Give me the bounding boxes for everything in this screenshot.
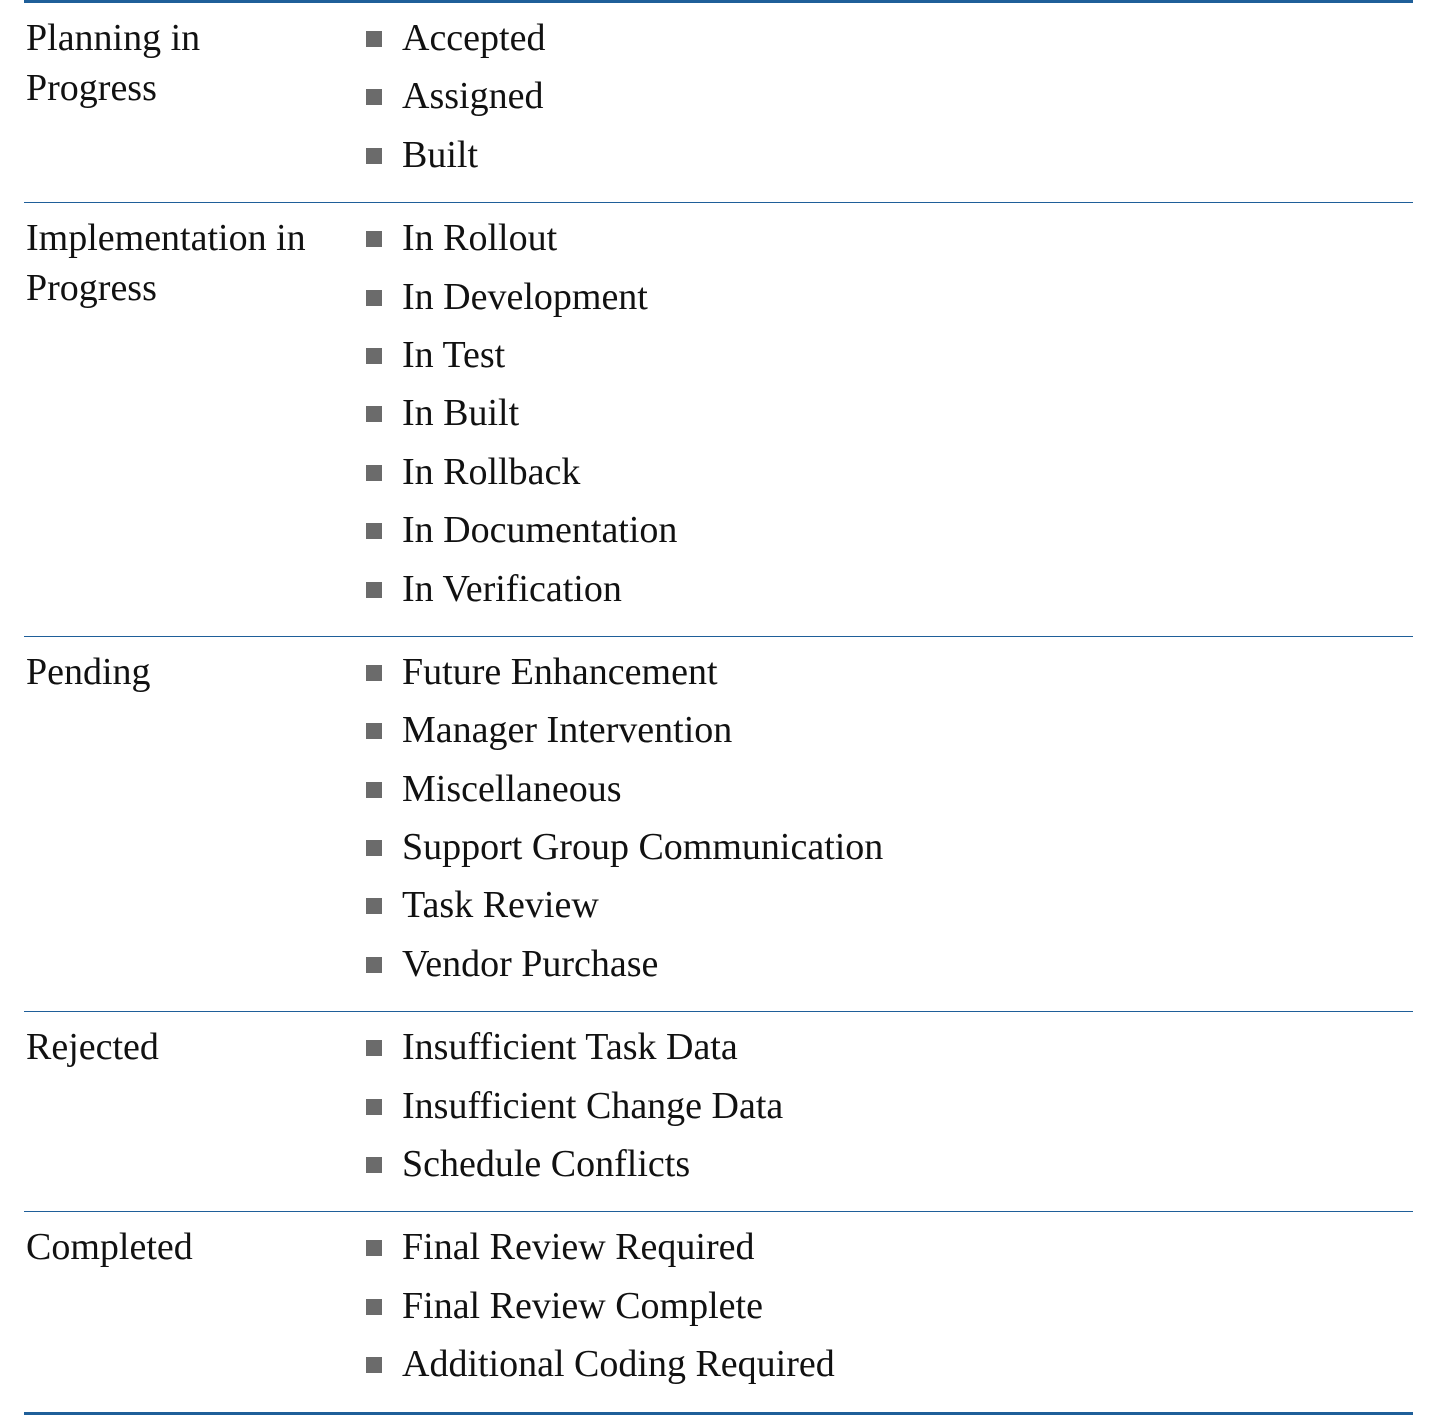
- status-label-line: Planning in: [26, 17, 201, 59]
- status-label: [24, 637, 364, 1011]
- list-item: [364, 388, 1413, 446]
- list-item: [364, 1339, 1413, 1397]
- status-label: [24, 1212, 364, 1411]
- status-label-line: Progress: [26, 67, 157, 109]
- list-item: [364, 822, 1413, 880]
- list-item: [364, 213, 1413, 271]
- square-bullet-icon: [366, 31, 382, 47]
- reason-text: Support Group Communication: [402, 826, 884, 869]
- list-item: [364, 1022, 1413, 1080]
- square-bullet-icon: [366, 290, 382, 306]
- reason-text: Miscellaneous: [402, 767, 622, 810]
- reason-text: In Verification: [402, 567, 622, 610]
- square-bullet-icon: [366, 1099, 382, 1115]
- reason-text: In Test: [402, 333, 506, 376]
- square-bullet-icon: [366, 148, 382, 164]
- square-bullet-icon: [366, 1299, 382, 1315]
- reason-text: In Rollout: [402, 217, 558, 260]
- reason-text: Schedule Conflicts: [402, 1143, 691, 1186]
- square-bullet-icon: [366, 348, 382, 364]
- reason-text: In Documentation: [402, 509, 678, 552]
- reason-text: Assigned: [402, 75, 544, 118]
- status-row-implementation: [24, 202, 1413, 636]
- list-item: [364, 1139, 1413, 1197]
- square-bullet-icon: [366, 582, 382, 598]
- reason-list: [364, 1212, 1413, 1411]
- square-bullet-icon: [366, 898, 382, 914]
- reason-list: [364, 203, 1413, 636]
- square-bullet-icon: [366, 1357, 382, 1373]
- reason-list: [364, 1012, 1413, 1211]
- list-item: [364, 705, 1413, 763]
- list-item: [364, 939, 1413, 997]
- reason-text: Insufficient Task Data: [402, 1026, 738, 1069]
- status-label-line: Completed: [26, 1226, 193, 1269]
- square-bullet-icon: [366, 523, 382, 539]
- square-bullet-icon: [366, 406, 382, 422]
- status-reason-table: [24, 0, 1413, 1415]
- status-row-pending: [24, 636, 1413, 1011]
- list-item: [364, 505, 1413, 563]
- reason-text: Manager Intervention: [402, 709, 733, 752]
- status-row-planning: [24, 3, 1413, 202]
- square-bullet-icon: [366, 465, 382, 481]
- status-label-line: Pending: [26, 650, 151, 693]
- list-item: [364, 272, 1413, 330]
- square-bullet-icon: [366, 1240, 382, 1256]
- reason-text: Insufficient Change Data: [402, 1084, 784, 1127]
- reason-text: In Development: [402, 275, 648, 318]
- status-label-line: Implementation in: [26, 217, 306, 260]
- status-label: [24, 3, 364, 202]
- square-bullet-icon: [366, 840, 382, 856]
- square-bullet-icon: [366, 782, 382, 798]
- status-label: [24, 1012, 364, 1211]
- square-bullet-icon: [366, 1040, 382, 1056]
- reason-text: Final Review Complete: [402, 1284, 763, 1327]
- square-bullet-icon: [366, 723, 382, 739]
- list-item: [364, 130, 1413, 188]
- list-item: [364, 1281, 1413, 1339]
- reason-text: In Rollback: [402, 450, 581, 493]
- reason-list: [364, 637, 1413, 1011]
- status-row-rejected: [24, 1011, 1413, 1211]
- list-item: [364, 880, 1413, 938]
- list-item: [364, 564, 1413, 622]
- reason-text: Final Review Required: [402, 1226, 755, 1269]
- square-bullet-icon: [366, 231, 382, 247]
- square-bullet-icon: [366, 957, 382, 973]
- square-bullet-icon: [366, 89, 382, 105]
- square-bullet-icon: [366, 1157, 382, 1173]
- reason-text: Vendor Purchase: [402, 942, 659, 985]
- status-label-line: Progress: [26, 267, 157, 310]
- reason-text: Additional Coding Required: [402, 1343, 835, 1386]
- list-item: [364, 71, 1413, 129]
- list-item: [364, 1222, 1413, 1280]
- status-row-completed: [24, 1211, 1413, 1411]
- reason-text: In Built: [402, 392, 520, 435]
- status-label-line: Rejected: [26, 1026, 159, 1069]
- list-item: [364, 1081, 1413, 1139]
- list-item: [364, 447, 1413, 505]
- list-item: [364, 13, 1413, 71]
- list-item: [364, 330, 1413, 388]
- square-bullet-icon: [366, 665, 382, 681]
- reason-text: Future Enhancement: [402, 650, 718, 693]
- reason-text: Accepted: [402, 17, 546, 59]
- list-item: [364, 764, 1413, 822]
- reason-text: Built: [402, 133, 479, 176]
- reason-text: Task Review: [402, 884, 599, 927]
- reason-list: [364, 3, 1413, 202]
- list-item: [364, 647, 1413, 705]
- status-label: [24, 203, 364, 636]
